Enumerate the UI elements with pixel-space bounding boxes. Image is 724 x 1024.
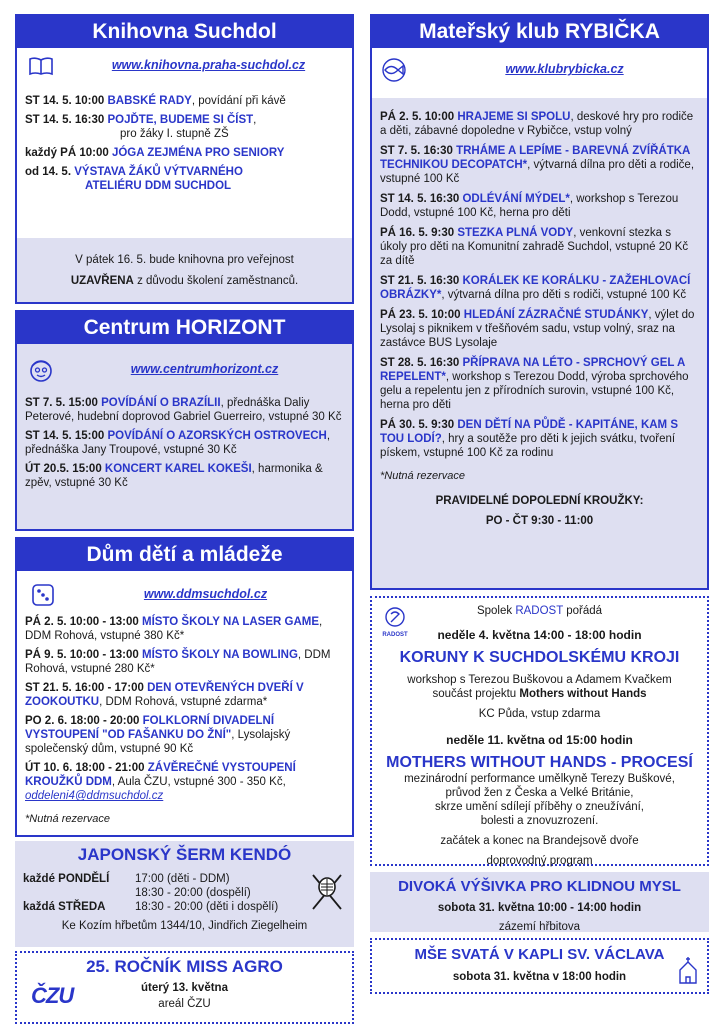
dice-icon	[29, 582, 57, 608]
mse-section: MŠE SVATÁ V KAPLI SV. VÁCLAVA sobota 31. května v 18:00 hodin	[370, 938, 709, 994]
vysivka-section: DIVOKÁ VÝŠIVKA PRO KLIDNOU MYSL sobota 31. května 10:00 - 14:00 hodin zázemí hřbitova	[370, 872, 709, 932]
rybicka-section	[370, 14, 709, 590]
radost-title1: KORUNY K SUCHDOLSKÉMU KROJI	[399, 648, 680, 666]
rybicka-link[interactable]: www.klubrybicka.cz	[505, 62, 624, 77]
book-icon	[27, 53, 55, 79]
ddm-email-link[interactable]: oddeleni4@ddmsuchdol.cz	[25, 790, 164, 803]
radost-section: RADOST Spolek RADOST pořádá neděle 4. května 14:00 - 18:00 hodin KORUNY K SUCHDOLSKÉMU KROJI workshop s Terezou Buškovou a Adamem Kvačkem součást projektu Mothers without Hands KC Půda, vstup zdarma neděle 11. května od 15:00 hodin MOTHERS WITHOUT HANDS - PROCESÍ mezinárodní performance umělkyně Terezy Buškové, průvod žen z Česka a Velké Británie, skrze umění sdílejí příběhy o zneužívání, bolesti a znovuzrození. začátek a konec na Brandejsově dvoře doprovodný program	[370, 596, 709, 866]
list-item: ST 7. 5. 16:30 TRHÁME A LEPÍME - BAREVNÁ ZVÍŘÁTKA TECHNIKOU DECOPATCH*, výtvarná dílna pro děti a rodiče, vstupné 100 Kč	[380, 145, 695, 186]
list-item: PÁ 9. 5. 10:00 - 13:00 MÍSTO ŠKOLY NA BOWLING, DDM Rohová, vstupné 280 Kč*	[25, 649, 331, 676]
radost-logo: RADOST	[382, 606, 408, 639]
list-item: ST 14. 5. 10:00 BABSKÉ RADY, povídání při kávě	[25, 95, 286, 107]
ddm-title: Dům dětí a mládeže	[17, 539, 352, 571]
rybicka-note: *Nutná rezervace	[380, 470, 465, 483]
list-item: ST 14. 5. 16:30 ODLÉVÁNÍ MÝDEL*, workshop s Terezou Dodd, vstupné 100 Kč, herna pro děti	[380, 193, 679, 220]
mse-title: MŠE SVATÁ V KAPLI SV. VÁCLAVA	[414, 946, 665, 963]
list-item: PÁ 30. 5. 9:30 DEN DĚTÍ NA PŮDĚ - KAPITÁNE, KAM S TOU LODÍ?, hry a soutěže pro děti k jejich svátku, tvoření pískem, vstupné 100 Kč za rodinu	[380, 419, 678, 460]
rybicka-regular-time: PO - ČT 9:30 - 11:00	[485, 514, 594, 527]
horizont-section	[15, 310, 354, 531]
radost-title2: MOTHERS WITHOUT HANDS - PROCESÍ	[386, 753, 693, 771]
list-item: od 14. 5. VÝSTAVA ŽÁKŮ VÝTVARNÉHO ATELIÉRU DDM SUCHDOL	[25, 166, 243, 193]
knihovna-section	[15, 14, 354, 304]
list-item: ST 14. 5. 16:30 POJĎTE, BUDEME SI ČÍST, pro žáky I. stupně ZŠ	[25, 114, 257, 141]
kendo-section: JAPONSKÝ ŠERM KENDÓ každé PONDĚLÍ 17:00 (děti - DDM) 18:30 - 20:00 (dospělí) každá STŘEDA 18:30 - 20:00 (děti i dospělí) Ke Kozím hřbetům 1344/10, Jindřich Ziegelheim	[15, 841, 354, 947]
list-item: ST 21. 5. 16:30 KORÁLEK KE KORÁLKU - ZAŽEHLOVACÍ OBRÁZKY*, výtvarná dílna pro děti s rodiči, vstupné 100 Kč	[380, 275, 691, 302]
list-item: každý PÁ 10:00 JÓGA ZEJMÉNA PRO SENIORY	[25, 147, 285, 160]
fish-icon	[376, 57, 412, 83]
list-item: PÁ 23. 5. 10:00 HLEDÁNÍ ZÁZRAČNÉ STUDÁNKY, výlet do Lysolaj s piknikem v třešňovém sadu, vstup volný, sraz na zastávce BUS Lysolaje	[380, 309, 695, 350]
list-item: ÚT 10. 6. 18:00 - 21:00 ZÁVĚREČNÉ VYSTOUPENÍ KROUŽKŮ DDM, Aula ČZU, vstupné 300 - 350 Kč, oddeleni4@ddmsuchdol.cz	[25, 762, 296, 803]
list-item: PO 2. 6. 18:00 - 20:00 FOLKLORNÍ DIVADELNÍ VYSTOUPENÍ "OD FAŠANKU DO ŽNÍ", Lysolajský společenský dům, vstupné 90 Kč	[25, 715, 291, 756]
list-item: ST 21. 5. 16:00 - 17:00 DEN OTEVŘENÝCH DVEŘÍ V ZOOKOUTKU, DDM Rohová, vstupné zdarma*	[25, 682, 304, 709]
knihovna-link-row	[17, 48, 352, 84]
smiling-face-icon	[27, 357, 55, 383]
radost-intro: Spolek RADOST pořádá	[476, 605, 603, 617]
ddm-note: *Nutná rezervace	[25, 813, 110, 826]
rybicka-link-row	[372, 52, 707, 88]
vysivka-title: DIVOKÁ VÝŠIVKA PRO KLIDNOU MYSL	[398, 878, 681, 895]
knihovna-title: Knihovna Suchdol	[17, 16, 352, 48]
list-item: ÚT 20.5. 15:00 KONCERT KAREL KOKEŠI, harmonika & zpěv, vstupné 30 Kč	[25, 463, 323, 490]
list-item: ST 28. 5. 16:30 PŘÍPRAVA NA LÉTO - SPRCHOVÝ GEL A REPELENT*, workshop s Terezou Dodd, výroba sprchového gelu a repelentu jen z přírodních surovin, vstupné 100 Kč, herna pro děti	[380, 357, 689, 412]
list-item: PÁ 2. 5. 10:00 - 13:00 MÍSTO ŠKOLY NA LASER GAME, DDM Rohová, vstupné 380 Kč*	[25, 616, 323, 643]
horizont-link-row	[25, 352, 344, 388]
left-column	[15, 14, 354, 1024]
list-item: ST 14. 5. 15:00 POVÍDÁNÍ O AZORSKÝCH OSTROVECH, přednáška Jany Troupové, vstupné 30 Kč	[25, 430, 331, 457]
ddm-link-row	[25, 577, 344, 613]
kendo-title: JAPONSKÝ ŠERM KENDÓ	[77, 845, 292, 864]
ddm-link[interactable]: www.ddmsuchdol.cz	[143, 587, 268, 602]
czu-logo: ČZU	[31, 983, 74, 1008]
missagro-section: 25. ROČNÍK MISS AGRO úterý 13. května areál ČZU ČZU	[15, 951, 354, 1024]
ddm-section	[15, 537, 354, 837]
list-item: ST 7. 5. 15:00 POVÍDÁNÍ O BRAZÍLII, přednáška Daliy Peterové, hudební doprovod Gabriel Guerreiro, vstupné 30 Kč	[25, 397, 342, 424]
chapel-icon	[677, 956, 699, 988]
knihovna-notice: V pátek 16. 5. bude knihovna pro veřejnost UZAVŘENA z důvodu školení zaměstnanců.	[70, 254, 299, 287]
knihovna-link[interactable]: www.knihovna.praha-suchdol.cz	[111, 58, 306, 73]
list-item: PÁ 2. 5. 10:00 HRAJEME SI SPOLU, deskové hry pro rodiče a děti, zábavné dopoledne v Rybičce, vstup volný	[380, 111, 694, 138]
kendo-mask-icon	[310, 871, 344, 915]
rybicka-regular-title: PRAVIDELNÉ DOPOLEDNÍ KROUŽKY:	[435, 494, 644, 507]
horizont-title: Centrum HORIZONT	[17, 312, 352, 344]
missagro-title: 25. ROČNÍK MISS AGRO	[86, 957, 283, 976]
rybicka-title: Mateřský klub RYBIČKA	[372, 16, 707, 48]
right-column	[370, 14, 709, 994]
list-item: PÁ 16. 5. 9:30 STEZKA PLNÁ VODY, venkovní stezka s úkoly pro děti na Komunitní zahradě Suchdol, vstupné 20 Kč za dítě	[380, 227, 689, 268]
horizont-link[interactable]: www.centrumhorizont.cz	[130, 362, 279, 377]
